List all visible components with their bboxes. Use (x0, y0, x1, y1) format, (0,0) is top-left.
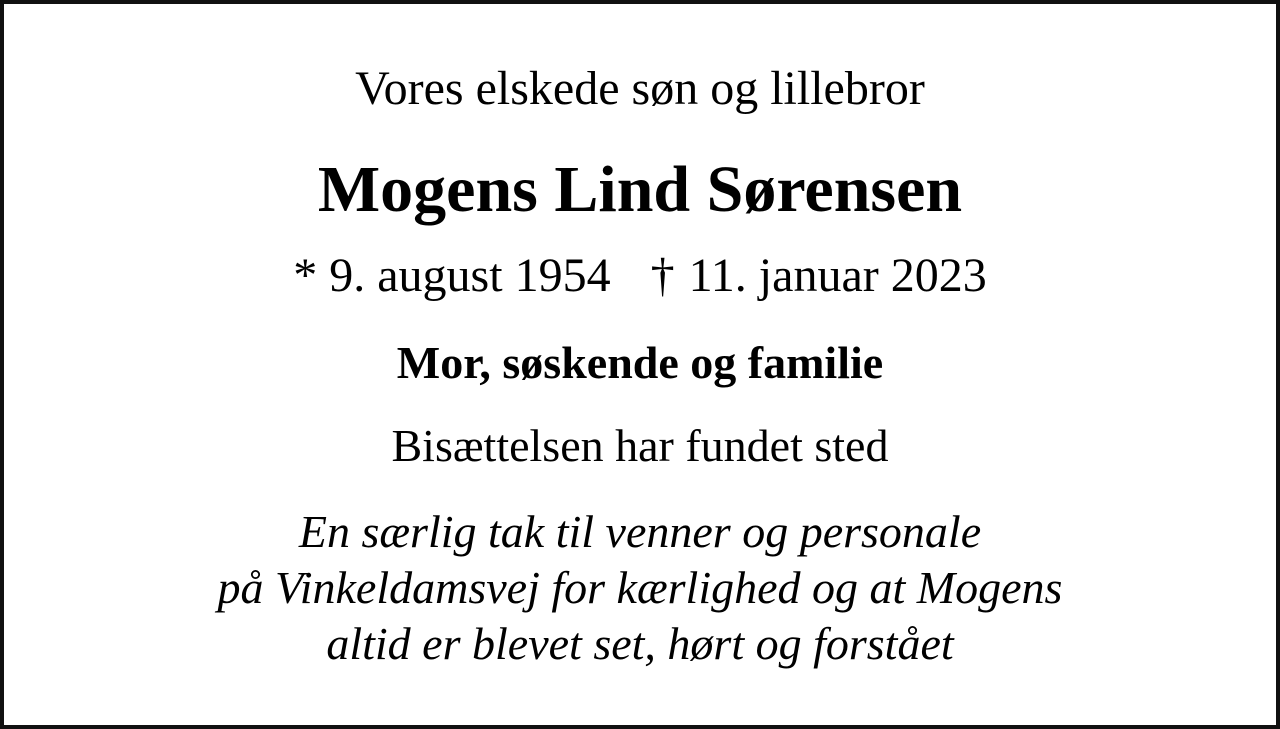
funeral-info: Bisættelsen har fundet sted (391, 420, 889, 471)
thanks-line: altid er blevet set, hørt og forstået (326, 618, 954, 669)
life-dates (4, 246, 1276, 306)
thanks-line: på Vinkeldamsvej for kærlighed og at Mogens (217, 562, 1063, 613)
thanks-line: En særlig tak til venner og personale (298, 506, 982, 557)
intro-line: Vores elskede søn og lillebror (355, 62, 925, 115)
death-date: 11. januar 2023 (688, 249, 987, 302)
thanks-message (4, 504, 1276, 672)
death-cross-icon: † (650, 249, 675, 302)
deceased-name: Mogens Lind Sørensen (317, 153, 963, 226)
bereaved-family: Mor, søskende og familie (396, 337, 884, 388)
birth-date: * 9. august 1954 (293, 249, 611, 302)
